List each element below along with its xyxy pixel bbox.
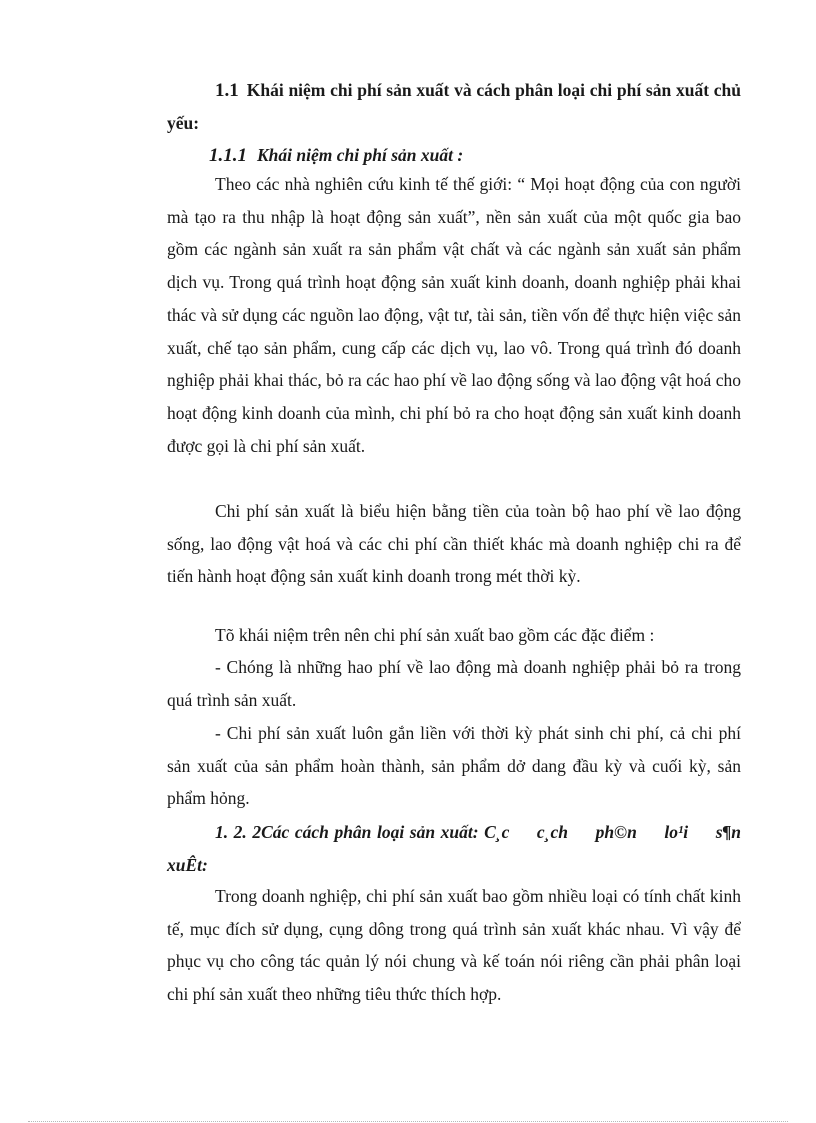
section-number: 1.1 (215, 80, 239, 101)
paragraph-characteristics-intro: Tõ khái niệm trên nên chi phí sản xuất bao gồm các đặc điểm : (215, 625, 655, 645)
bullet-item-1: - Chóng là những hao phí về lao động mà doanh nghiệp phải bỏ ra trong quá trình sản xuất. (167, 657, 741, 710)
paragraph-classification: Trong doanh nghiệp, chi phí sản xuất bao gồm nhiều loại có tính chất kinh tế, mục đích sử dụng, cụng dông trong quá trình sản xuất khác nhau. Vì vậy để phục vụ cho công tác quản lý nói chung và kế toán nói riêng cần phải phân loại chi phí sản xuất theo những tiêu thức thích hợp. (167, 886, 741, 1005)
paragraph-cost-definition: Chi phí sản xuất là biểu hiện bằng tiền của toàn bộ hao phí về lao động sống, lao động vật hoá và các chi phí cần thiết khác mà doanh nghiệp chi ra để tiến hành hoạt động sản xuất kinh doanh trong mét thời kỳ. (167, 501, 741, 587)
section-heading-1-1 (167, 74, 741, 140)
subsection-title: Các cách phân loại sản xuất: (261, 822, 479, 842)
subsection-title: Khái niệm chi phí sản xuất : (257, 145, 464, 165)
subsection-number: 1.1.1 (209, 145, 247, 166)
subsection-number: 1. 2. 2 (215, 822, 262, 842)
section-heading-1-1-1 (209, 140, 463, 171)
page-bottom-divider (28, 1121, 788, 1122)
section-heading-1-2-2 (167, 816, 741, 881)
paragraph-definition: Theo các nhà nghiên cứu kinh tế thế giới: “ Mọi hoạt động của con người mà tạo ra thu nhập là hoạt động sản xuất”, nền sản xuất của một quốc gia bao gồm các ngành sản xuất ra sản phẩm vật chất và các ngành sản xuất sản phẩm dịch vụ. Trong quá trình hoạt động sản xuất kinh doanh, doanh nghiệp phải khai thác và sử dụng các nguồn lao động, vật tư, tài sản, tiền vốn để thực hiện việc sản xuất, chế tạo sản phẩm, cung cấp các dịch vụ, lao vô. Trong quá trình đó doanh nghiệp phải khai thác, bỏ ra các hao phí về lao động sống và lao động vật hoá cho hoạt động kinh doanh của mình, chi phí bỏ ra cho hoạt động sản xuất kinh doanh được gọi là chi phí sản xuất. (167, 174, 741, 456)
bullet-item-2: - Chi phí sản xuất luôn gắn liền với thời kỳ phát sinh chi phí, cả chi phí sản xuất của sản phẩm hoàn thành, sản phẩm dở dang đầu kỳ và cuối kỳ, sản phẩm hỏng. (167, 723, 741, 809)
section-title: Khái niệm chi phí sản xuất và cách phân loại chi phí sản xuất chủ yếu: (167, 80, 741, 133)
garbled-heading-text: C¸c c¸ch ph©n lo¹i s¶n xuÊt: (167, 822, 741, 875)
